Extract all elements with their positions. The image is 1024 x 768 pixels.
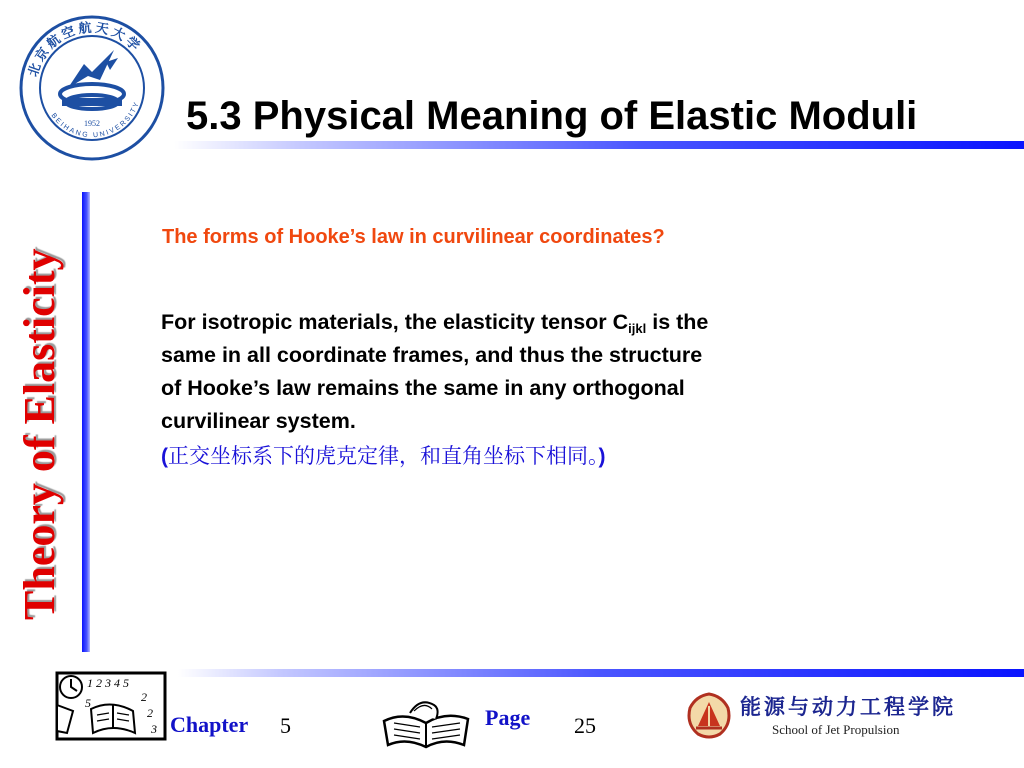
side-title: Theory of Elasticity [15,248,64,620]
svg-text:2: 2 [141,690,147,704]
page-label: Page [485,705,531,730]
footer-divider [178,669,1024,677]
page-number: 25 [574,713,596,738]
page-title: 5.3 Physical Meaning of Elastic Moduli [186,94,918,138]
svg-text:北京航空航天大学: 北京航空航天大学 [26,20,145,79]
body-line-4: curvilinear system. [161,409,356,433]
clock-calendar-clipart-icon [55,671,167,741]
chapter-label: Chapter [170,712,249,737]
svg-text:5: 5 [85,696,91,710]
svg-text:BEIHANG UNIVERSITY: BEIHANG UNIVERSITY [49,99,142,140]
svg-text:3: 3 [151,722,157,736]
school-name-chinese: 能源与动力工程学院 [740,694,956,719]
chinese-note: (正交坐标系下的虎克定律，和直角坐标下相同。) [161,444,606,468]
chapter-number: 5 [280,713,291,738]
school-emblem-icon [686,690,732,740]
body-line-1: For isotropic materials, the elasticity tensor $C_{ijkl}$ is the [161,310,709,336]
question-text: The forms of Hooke’s law in curvilinear coordinates? [162,226,665,248]
body-line-2: same in all coordinate frames, and thus the structure [161,343,703,367]
university-logo-icon [18,14,166,162]
body-paragraph [161,306,901,438]
school-name-english: School of Jet Propulsion [772,722,900,737]
tensor-subscript: ijkl [628,321,647,336]
title-divider [174,141,1024,149]
open-book-clipart-icon [380,693,472,751]
body-line-3: of Hooke’s law remains the same in any orthogonal [161,376,685,400]
svg-text:1 2 3 4 5: 1 2 3 4 5 [87,676,129,690]
side-divider [82,192,90,652]
svg-text:2: 2 [147,706,153,720]
svg-text:1952: 1952 [84,119,100,128]
